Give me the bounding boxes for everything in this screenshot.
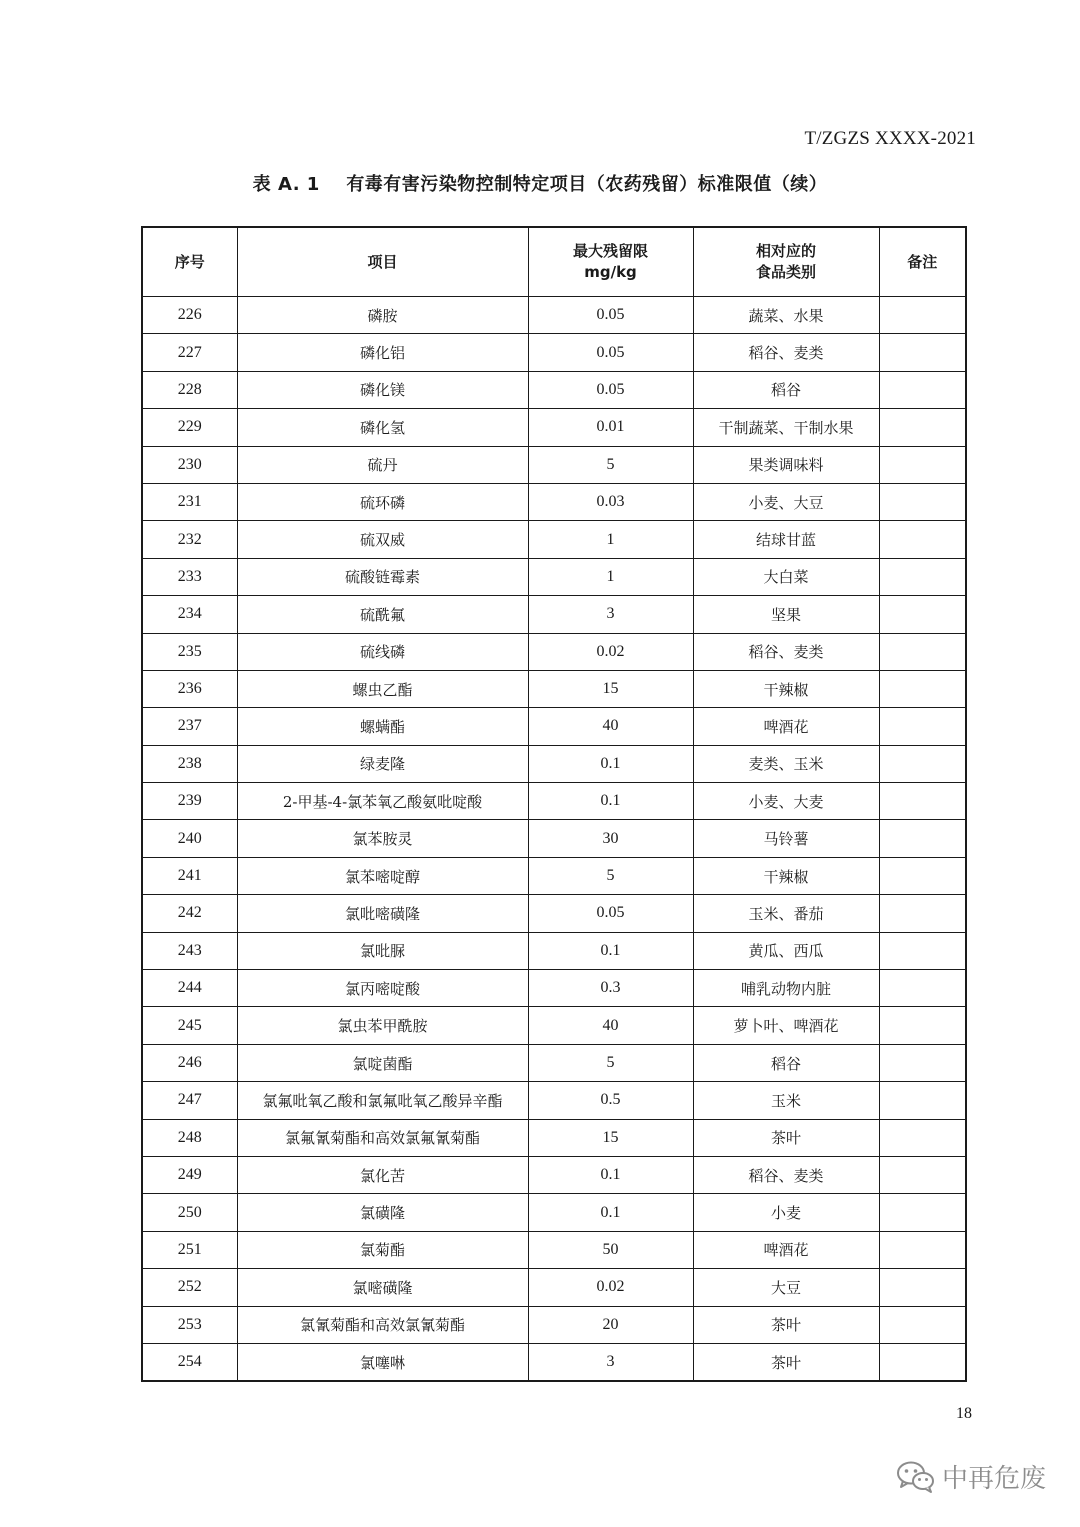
cell-item: 磷化铝 [237, 334, 528, 371]
cell-food: 稻谷 [693, 371, 879, 408]
cell-food: 玉米、番茄 [693, 895, 879, 932]
cell-food: 啤酒花 [693, 708, 879, 745]
cell-item: 硫双威 [237, 521, 528, 558]
wechat-icon [896, 1460, 936, 1494]
cell-seq: 228 [142, 371, 237, 408]
table-row [142, 745, 966, 782]
cell-remark [879, 1343, 966, 1381]
cell-limit: 3 [528, 1343, 693, 1381]
table-row [142, 970, 966, 1007]
cell-food: 啤酒花 [693, 1231, 879, 1268]
cell-item: 氯菊酯 [237, 1231, 528, 1268]
cell-item: 氯吡嘧磺隆 [237, 895, 528, 932]
cell-food: 结球甘蓝 [693, 521, 879, 558]
cell-remark [879, 932, 966, 969]
cell-limit: 0.1 [528, 1194, 693, 1231]
cell-item: 氯虫苯甲酰胺 [237, 1007, 528, 1044]
table-row [142, 1306, 966, 1343]
cell-remark [879, 446, 966, 483]
cell-food: 麦类、玉米 [693, 745, 879, 782]
cell-item: 硫酸链霉素 [237, 558, 528, 595]
table-row [142, 1082, 966, 1119]
header-remark: 备注 [879, 227, 966, 297]
cell-limit: 0.1 [528, 745, 693, 782]
cell-limit: 1 [528, 521, 693, 558]
cell-item: 氯苯胺灵 [237, 820, 528, 857]
cell-seq: 249 [142, 1156, 237, 1193]
cell-remark [879, 371, 966, 408]
cell-seq: 243 [142, 932, 237, 969]
watermark [896, 1458, 1046, 1495]
cell-limit: 0.05 [528, 371, 693, 408]
cell-seq: 226 [142, 297, 237, 334]
table-row [142, 857, 966, 894]
table-title-text: 有毒有害污染物控制特定项目（农药残留）标准限值（续） [346, 174, 828, 195]
cell-item: 氯苯嘧啶醇 [237, 857, 528, 894]
limits-table-container [141, 226, 965, 1382]
cell-limit: 30 [528, 820, 693, 857]
cell-limit: 3 [528, 596, 693, 633]
cell-seq: 233 [142, 558, 237, 595]
table-row [142, 1044, 966, 1081]
cell-food: 坚果 [693, 596, 879, 633]
cell-food: 黄瓜、西瓜 [693, 932, 879, 969]
cell-limit: 0.1 [528, 932, 693, 969]
cell-limit: 5 [528, 1044, 693, 1081]
cell-remark [879, 558, 966, 595]
cell-food: 稻谷、麦类 [693, 334, 879, 371]
cell-seq: 254 [142, 1343, 237, 1381]
cell-seq: 247 [142, 1082, 237, 1119]
cell-limit: 15 [528, 670, 693, 707]
cell-limit: 0.02 [528, 633, 693, 670]
cell-seq: 251 [142, 1231, 237, 1268]
cell-food: 稻谷、麦类 [693, 633, 879, 670]
cell-limit: 5 [528, 446, 693, 483]
cell-food: 大白菜 [693, 558, 879, 595]
cell-remark [879, 895, 966, 932]
table-row [142, 1156, 966, 1193]
cell-item: 氯化苦 [237, 1156, 528, 1193]
watermark-text: 中再危废 [941, 1464, 1046, 1494]
cell-remark [879, 297, 966, 334]
header-limit-line1: 最大残留限 [572, 242, 648, 260]
cell-seq: 231 [142, 483, 237, 520]
cell-food: 茶叶 [693, 1306, 879, 1343]
cell-seq: 250 [142, 1194, 237, 1231]
cell-seq: 252 [142, 1269, 237, 1306]
cell-food: 小麦、大麦 [693, 783, 879, 820]
cell-seq: 241 [142, 857, 237, 894]
table-row [142, 1343, 966, 1381]
cell-remark [879, 857, 966, 894]
cell-item: 氯氰菊酯和高效氯氰菊酯 [237, 1306, 528, 1343]
cell-item: 硫酰氟 [237, 596, 528, 633]
cell-remark [879, 1194, 966, 1231]
table-body [142, 297, 966, 1382]
table-row [142, 820, 966, 857]
header-seq: 序号 [142, 227, 237, 297]
table-row [142, 1007, 966, 1044]
cell-food: 干制蔬菜、干制水果 [693, 409, 879, 446]
cell-food: 大豆 [693, 1269, 879, 1306]
cell-limit: 50 [528, 1231, 693, 1268]
cell-item: 2-甲基-4-氯苯氧乙酸氨吡啶酸 [237, 783, 528, 820]
cell-food: 马铃薯 [693, 820, 879, 857]
cell-remark [879, 670, 966, 707]
cell-seq: 237 [142, 708, 237, 745]
cell-item: 氯氟吡氧乙酸和氯氟吡氧乙酸异辛酯 [237, 1082, 528, 1119]
cell-food: 小麦 [693, 1194, 879, 1231]
cell-item: 硫丹 [237, 446, 528, 483]
cell-limit: 0.05 [528, 334, 693, 371]
cell-item: 硫环磷 [237, 483, 528, 520]
cell-seq: 240 [142, 820, 237, 857]
cell-food: 哺乳动物内脏 [693, 970, 879, 1007]
cell-seq: 229 [142, 409, 237, 446]
cell-item: 氯噻啉 [237, 1343, 528, 1381]
cell-item: 磷化氢 [237, 409, 528, 446]
cell-remark [879, 1007, 966, 1044]
table-title-label: 表 A. 1 [252, 174, 320, 195]
cell-limit: 0.05 [528, 297, 693, 334]
table-row [142, 521, 966, 558]
cell-remark [879, 483, 966, 520]
cell-limit: 0.05 [528, 895, 693, 932]
cell-remark [879, 1231, 966, 1268]
header-food-line1: 相对应的 [755, 242, 816, 260]
cell-limit: 0.3 [528, 970, 693, 1007]
cell-limit: 0.01 [528, 409, 693, 446]
table-row [142, 708, 966, 745]
table-row [142, 483, 966, 520]
cell-seq: 242 [142, 895, 237, 932]
cell-seq: 227 [142, 334, 237, 371]
table-row [142, 895, 966, 932]
cell-limit: 40 [528, 708, 693, 745]
cell-remark [879, 783, 966, 820]
cell-item: 螺螨酯 [237, 708, 528, 745]
cell-remark [879, 596, 966, 633]
cell-food: 稻谷、麦类 [693, 1156, 879, 1193]
cell-limit: 0.1 [528, 1156, 693, 1193]
cell-food: 萝卜叶、啤酒花 [693, 1007, 879, 1044]
cell-seq: 230 [142, 446, 237, 483]
cell-seq: 253 [142, 1306, 237, 1343]
cell-remark [879, 1306, 966, 1343]
cell-item: 磷胺 [237, 297, 528, 334]
table-row [142, 446, 966, 483]
cell-remark [879, 409, 966, 446]
cell-food: 蔬菜、水果 [693, 297, 879, 334]
cell-limit: 0.02 [528, 1269, 693, 1306]
cell-item: 氯啶菌酯 [237, 1044, 528, 1081]
cell-item: 螺虫乙酯 [237, 670, 528, 707]
cell-food: 玉米 [693, 1082, 879, 1119]
cell-food: 稻谷 [693, 1044, 879, 1081]
cell-limit: 40 [528, 1007, 693, 1044]
table-row [142, 1194, 966, 1231]
cell-seq: 238 [142, 745, 237, 782]
cell-remark [879, 970, 966, 1007]
table-row [142, 297, 966, 334]
cell-remark [879, 633, 966, 670]
cell-limit: 0.5 [528, 1082, 693, 1119]
header-limit-unit: mg/kg [584, 263, 637, 281]
cell-remark [879, 334, 966, 371]
cell-food: 茶叶 [693, 1119, 879, 1156]
cell-remark [879, 745, 966, 782]
cell-remark [879, 820, 966, 857]
header-limit [528, 227, 693, 297]
cell-limit: 20 [528, 1306, 693, 1343]
cell-seq: 232 [142, 521, 237, 558]
table-row [142, 371, 966, 408]
cell-food: 茶叶 [693, 1343, 879, 1381]
table-row [142, 670, 966, 707]
cell-item: 氯嘧磺隆 [237, 1269, 528, 1306]
table-row [142, 558, 966, 595]
cell-limit: 15 [528, 1119, 693, 1156]
cell-item: 磷化镁 [237, 371, 528, 408]
cell-seq: 236 [142, 670, 237, 707]
cell-item: 氯吡脲 [237, 932, 528, 969]
cell-limit: 5 [528, 857, 693, 894]
cell-remark [879, 1156, 966, 1193]
limits-table [141, 226, 967, 1382]
cell-item: 氯丙嘧啶酸 [237, 970, 528, 1007]
cell-food: 干辣椒 [693, 857, 879, 894]
table-row [142, 1119, 966, 1156]
table-row [142, 783, 966, 820]
table-row [142, 1231, 966, 1268]
cell-seq: 234 [142, 596, 237, 633]
cell-remark [879, 1044, 966, 1081]
cell-item: 硫线磷 [237, 633, 528, 670]
cell-remark [879, 521, 966, 558]
cell-seq: 246 [142, 1044, 237, 1081]
table-row [142, 334, 966, 371]
cell-limit: 1 [528, 558, 693, 595]
cell-limit: 0.03 [528, 483, 693, 520]
cell-item: 绿麦隆 [237, 745, 528, 782]
cell-food: 果类调味料 [693, 446, 879, 483]
cell-remark [879, 1082, 966, 1119]
cell-remark [879, 1269, 966, 1306]
cell-remark [879, 708, 966, 745]
table-row [142, 596, 966, 633]
cell-food: 小麦、大豆 [693, 483, 879, 520]
table-row [142, 633, 966, 670]
table-header-row [142, 227, 966, 297]
cell-remark [879, 1119, 966, 1156]
cell-item: 氯氟氰菊酯和高效氯氟氰菊酯 [237, 1119, 528, 1156]
header-food-line2: 食品类别 [755, 263, 816, 281]
cell-food: 干辣椒 [693, 670, 879, 707]
page-number: 18 [956, 1405, 972, 1422]
table-row [142, 932, 966, 969]
cell-seq: 248 [142, 1119, 237, 1156]
table-row [142, 1269, 966, 1306]
cell-seq: 235 [142, 633, 237, 670]
cell-seq: 245 [142, 1007, 237, 1044]
table-row [142, 409, 966, 446]
header-food [693, 227, 879, 297]
table-title [0, 170, 1080, 196]
cell-limit: 0.1 [528, 783, 693, 820]
cell-seq: 244 [142, 970, 237, 1007]
cell-seq: 239 [142, 783, 237, 820]
document-code: T/ZGZS XXXX-2021 [804, 128, 976, 149]
cell-item: 氯磺隆 [237, 1194, 528, 1231]
header-item: 项目 [237, 227, 528, 297]
